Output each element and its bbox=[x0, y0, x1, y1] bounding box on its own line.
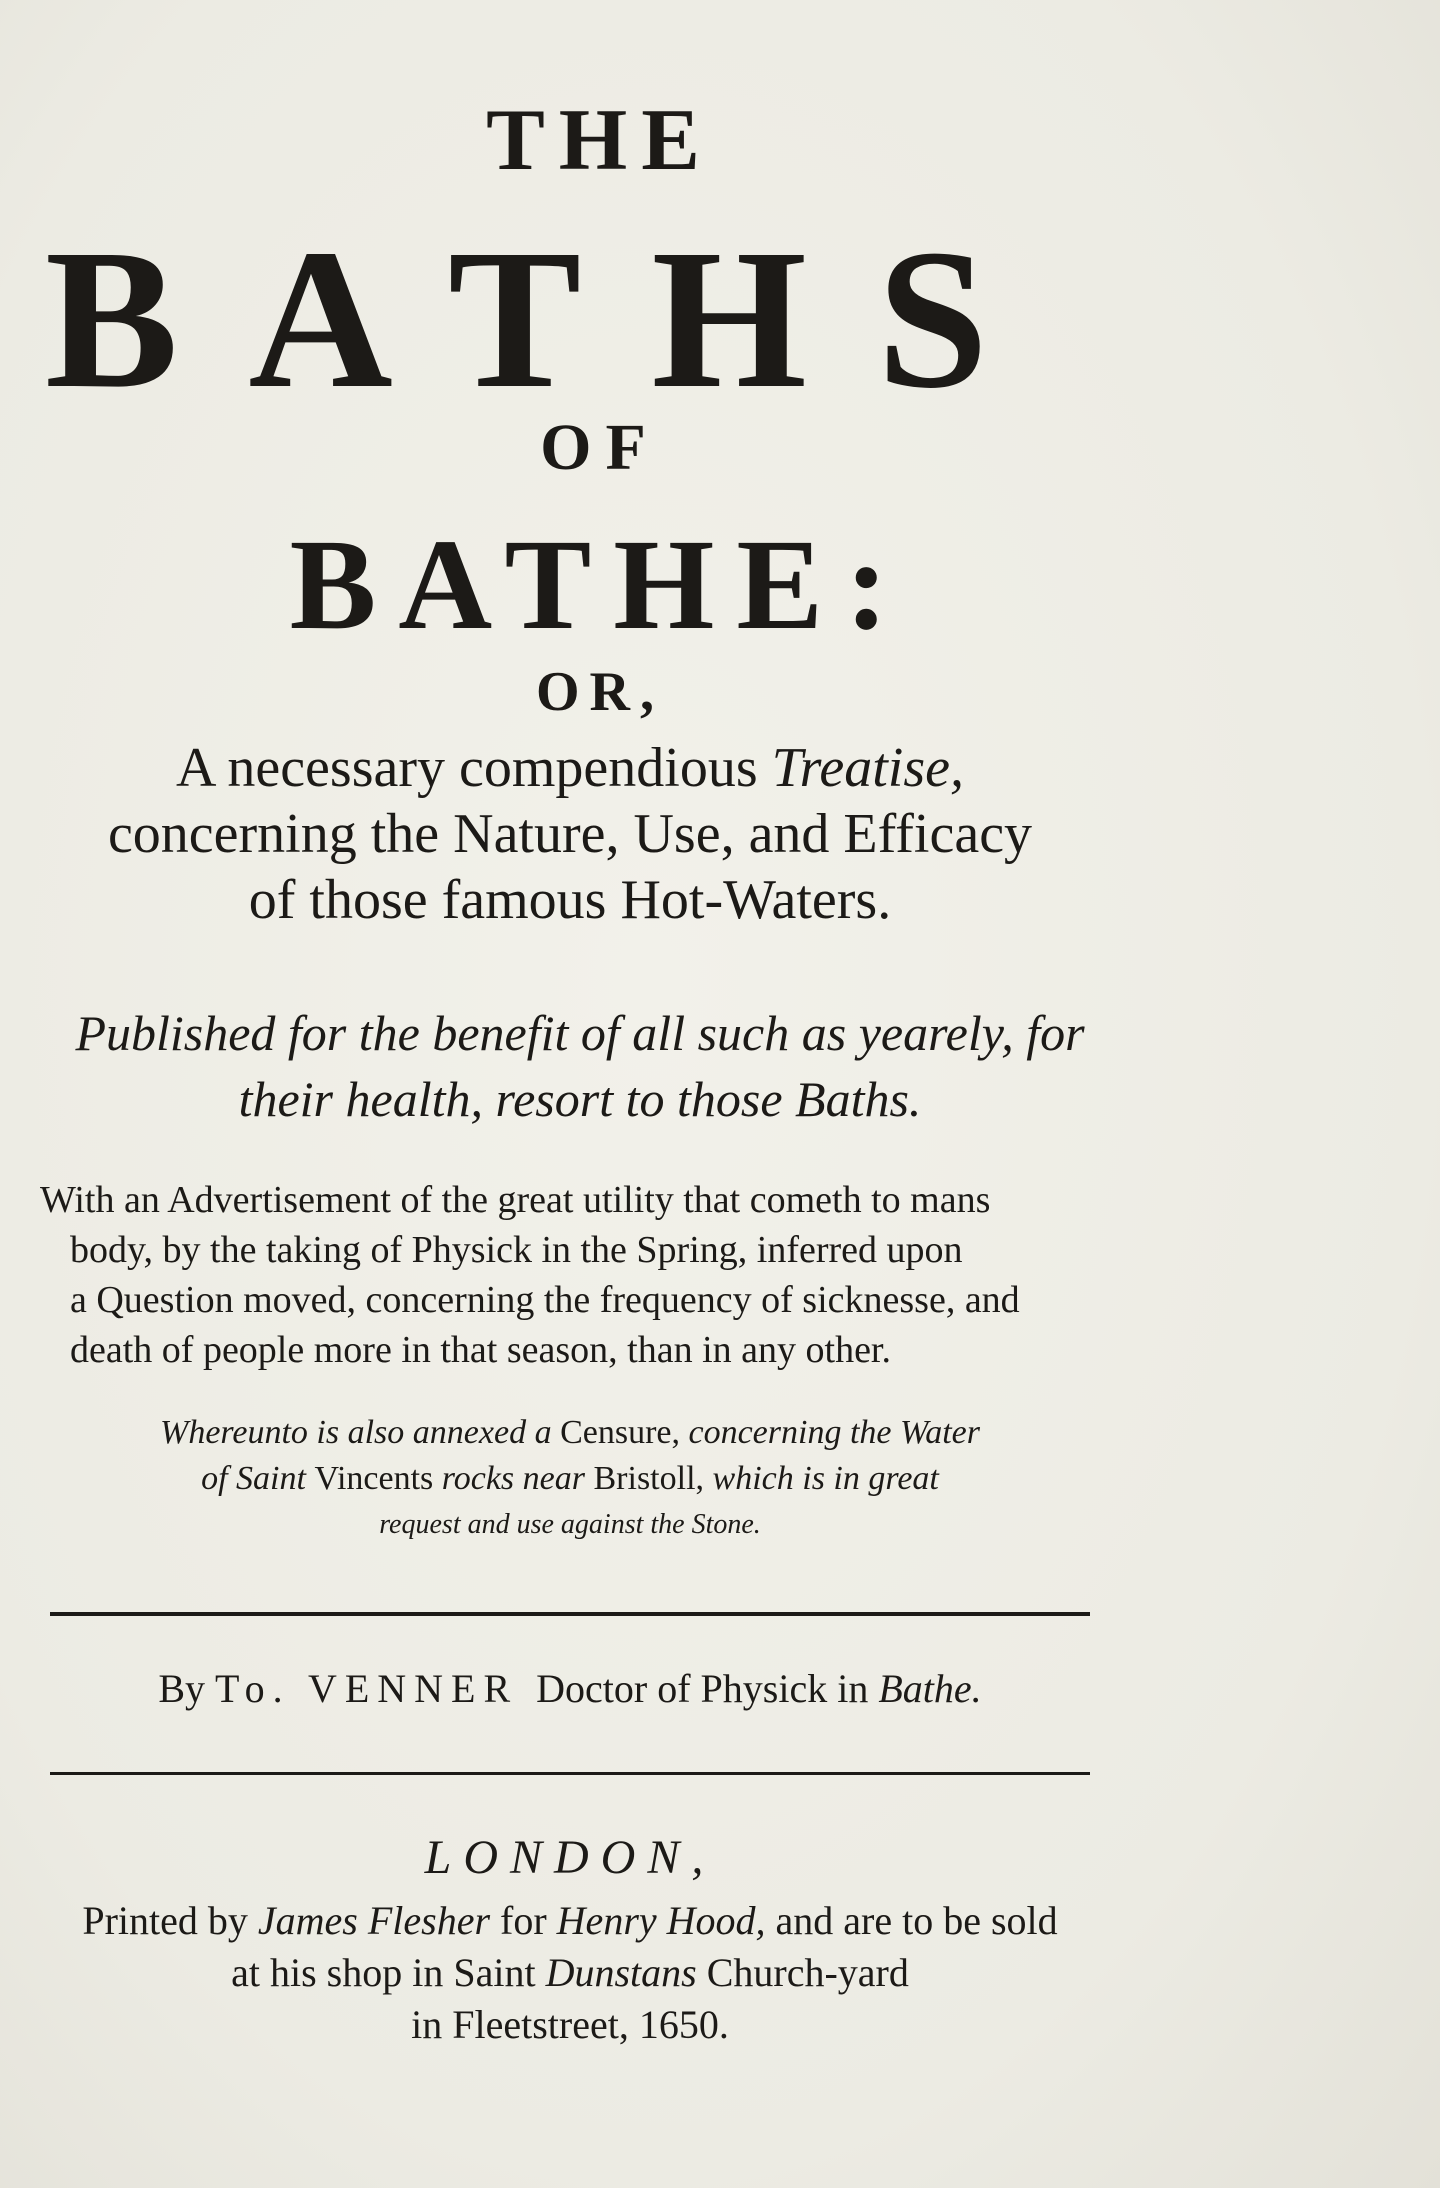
imprint-city: LONDON, bbox=[424, 1831, 716, 1884]
byline-surname: VENNER bbox=[307, 1666, 537, 1711]
treatise-word: Treatise, bbox=[771, 737, 965, 799]
imprint-text: at his shop in Saint bbox=[231, 1950, 546, 1995]
censure-place: Bristoll, bbox=[593, 1460, 713, 1497]
imprint-printer: James Flesher bbox=[257, 1898, 491, 1943]
imprint-text: for bbox=[490, 1898, 557, 1943]
censure-paragraph bbox=[40, 1410, 1100, 1548]
censure-line-3: request and use against the Stone. bbox=[379, 1509, 761, 1540]
advertisement-paragraph bbox=[40, 1175, 1100, 1375]
byline-by: By bbox=[158, 1666, 216, 1711]
censure-word: Censure, bbox=[560, 1414, 689, 1451]
censure-text: which is in great bbox=[712, 1460, 939, 1497]
title-of: OF bbox=[540, 411, 660, 484]
imprint-line-3: in Fleetstreet, 1650. bbox=[411, 2002, 729, 2047]
byline-title: Doctor of Physick in bbox=[536, 1666, 879, 1711]
imprint-paragraph bbox=[40, 1895, 1100, 2051]
advert-line-3: a Question moved, concerning the frequency of sicknesse, and bbox=[70, 1279, 1020, 1321]
censure-line-2 bbox=[40, 1456, 1100, 1502]
subtitle-treatise bbox=[30, 735, 1110, 933]
treatise-text: A necessary compendious bbox=[175, 737, 772, 799]
byline-initial: To. bbox=[215, 1666, 308, 1711]
divider-rule bbox=[50, 1772, 1090, 1775]
published-line-2: their health, resort to those Baths. bbox=[238, 1071, 922, 1127]
censure-text: concerning the Water bbox=[688, 1414, 980, 1451]
treatise-line-3: of those famous Hot-Waters. bbox=[248, 869, 892, 931]
censure-text: of Saint bbox=[201, 1460, 315, 1497]
imprint-place: Dunstans bbox=[545, 1950, 697, 1995]
byline-place: Bathe. bbox=[878, 1666, 982, 1711]
imprint-text: and are to be sold bbox=[765, 1898, 1058, 1943]
author-byline bbox=[40, 1665, 1100, 1712]
advert-line-2: body, by the taking of Physick in the Spring, inferred upon bbox=[70, 1229, 963, 1271]
title-the: THE bbox=[486, 92, 714, 189]
treatise-line-1 bbox=[30, 735, 1110, 801]
censure-text: Whereunto is also annexed a bbox=[160, 1414, 561, 1451]
censure-line-1 bbox=[40, 1410, 1100, 1456]
title-bathe: BATHE: bbox=[289, 513, 911, 657]
title-or: OR, bbox=[536, 661, 664, 723]
advert-line-1: With an Advertisement of the great utility that cometh to mans bbox=[40, 1179, 991, 1221]
advert-line-4: death of people more in that season, than in any other. bbox=[70, 1329, 891, 1371]
imprint-line-1 bbox=[40, 1895, 1100, 1947]
published-line-1: Published for the benefit of all such as yearely, for bbox=[75, 1005, 1085, 1061]
published-note bbox=[40, 1000, 1120, 1132]
divider-rule bbox=[50, 1612, 1090, 1616]
title-baths: BATHS bbox=[45, 209, 1059, 430]
censure-place: Vincents bbox=[314, 1460, 442, 1497]
imprint-bookseller: Henry Hood, bbox=[556, 1898, 766, 1943]
censure-text: rocks near bbox=[441, 1460, 594, 1497]
imprint-text: Church-yard bbox=[696, 1950, 909, 1995]
imprint-line-2 bbox=[40, 1947, 1100, 1999]
treatise-line-2: concerning the Nature, Use, and Efficacy bbox=[107, 803, 1033, 865]
imprint-text: Printed by bbox=[82, 1898, 258, 1943]
